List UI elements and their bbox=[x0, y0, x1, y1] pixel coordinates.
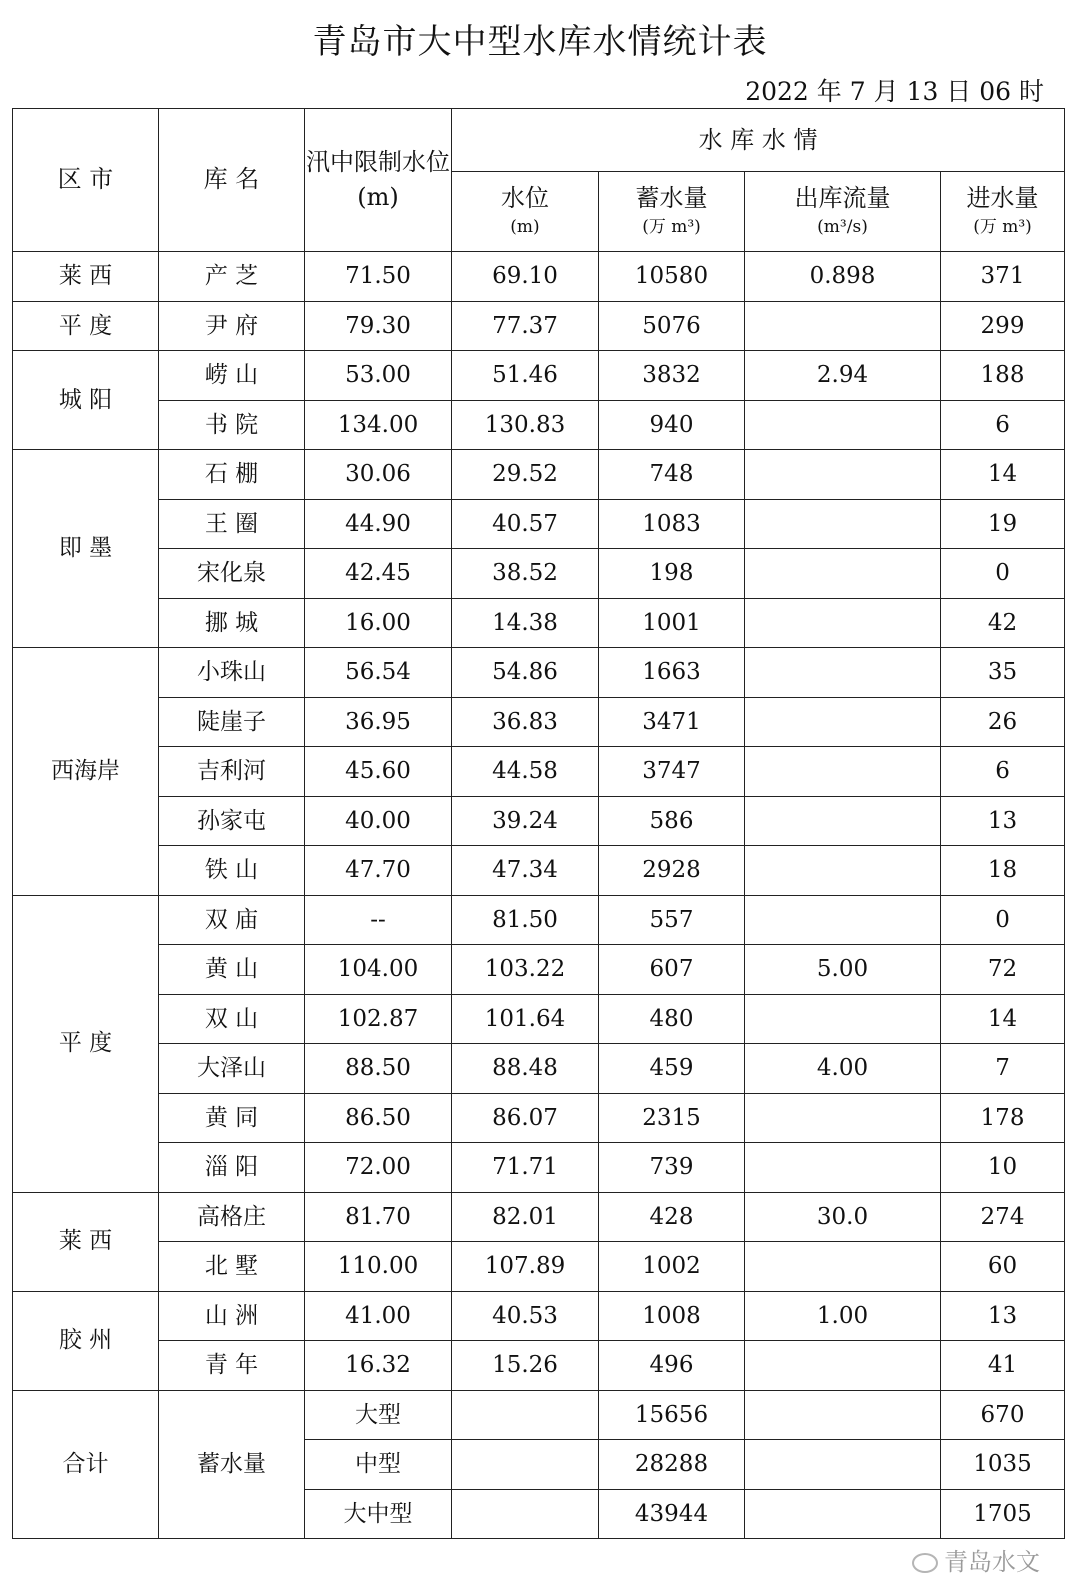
table-row bbox=[13, 252, 1065, 302]
inflow-cell: 26 bbox=[941, 697, 1065, 747]
table-row bbox=[13, 1291, 1065, 1341]
table-row bbox=[13, 697, 1065, 747]
table-row bbox=[13, 846, 1065, 896]
table-row bbox=[13, 400, 1065, 450]
storage-cell: 1002 bbox=[599, 1242, 745, 1292]
header-district: 区 市 bbox=[13, 109, 159, 252]
outflow-cell bbox=[745, 697, 941, 747]
inflow-cell: 35 bbox=[941, 648, 1065, 698]
reservoir-name-cell: 崂 山 bbox=[159, 351, 305, 401]
reservoir-name-cell: 大泽山 bbox=[159, 1044, 305, 1094]
outflow-cell bbox=[745, 994, 941, 1044]
outflow-cell bbox=[745, 747, 941, 797]
water-level-cell: 103.22 bbox=[452, 945, 599, 995]
water-level-cell: 44.58 bbox=[452, 747, 599, 797]
outflow-cell: 4.00 bbox=[745, 1044, 941, 1094]
water-level-cell: 130.83 bbox=[452, 400, 599, 450]
storage-cell: 739 bbox=[599, 1143, 745, 1193]
water-level-cell: 29.52 bbox=[452, 450, 599, 500]
wechat-icon bbox=[912, 1553, 938, 1573]
limit-level-cell: 86.50 bbox=[305, 1093, 452, 1143]
reservoir-name-cell: 陡崖子 bbox=[159, 697, 305, 747]
reservoir-name-cell: 小珠山 bbox=[159, 648, 305, 698]
limit-level-cell: 16.00 bbox=[305, 598, 452, 648]
table-row bbox=[13, 994, 1065, 1044]
inflow-cell: 14 bbox=[941, 450, 1065, 500]
district-cell: 西海岸 bbox=[13, 648, 159, 896]
header-water-level bbox=[452, 172, 599, 252]
reservoir-name-cell: 尹 府 bbox=[159, 301, 305, 351]
watermark bbox=[912, 1542, 1040, 1577]
outflow-cell: 1.00 bbox=[745, 1291, 941, 1341]
outflow-cell bbox=[745, 598, 941, 648]
storage-cell: 2315 bbox=[599, 1093, 745, 1143]
limit-level-cell: 79.30 bbox=[305, 301, 452, 351]
table-row bbox=[13, 1192, 1065, 1242]
header-reservoir: 库 名 bbox=[159, 109, 305, 252]
header-reservoir-status: 水 库 水 情 bbox=[452, 109, 1065, 172]
inflow-cell: 19 bbox=[941, 499, 1065, 549]
table-row bbox=[13, 1341, 1065, 1391]
outflow-cell bbox=[745, 1143, 941, 1193]
water-level-cell: 38.52 bbox=[452, 549, 599, 599]
header-limit-level: 汛中限制水位(m) bbox=[305, 109, 452, 252]
reservoir-name-cell: 黄 同 bbox=[159, 1093, 305, 1143]
header-storage-label: 蓄水量 bbox=[635, 184, 708, 213]
summary-outflow-cell bbox=[745, 1440, 941, 1490]
reservoir-name-cell: 黄 山 bbox=[159, 945, 305, 995]
district-cell: 即 墨 bbox=[13, 450, 159, 648]
water-level-cell: 86.07 bbox=[452, 1093, 599, 1143]
summary-storage-cell: 28288 bbox=[599, 1440, 745, 1490]
outflow-cell: 0.898 bbox=[745, 252, 941, 302]
summary-sublabel-cell: 蓄水量 bbox=[159, 1390, 305, 1539]
outflow-cell: 30.0 bbox=[745, 1192, 941, 1242]
inflow-cell: 274 bbox=[941, 1192, 1065, 1242]
storage-cell: 496 bbox=[599, 1341, 745, 1391]
water-level-cell: 40.53 bbox=[452, 1291, 599, 1341]
inflow-cell: 14 bbox=[941, 994, 1065, 1044]
outflow-cell bbox=[745, 400, 941, 450]
header-storage bbox=[599, 172, 745, 252]
reservoir-name-cell: 铁 山 bbox=[159, 846, 305, 896]
limit-level-cell: 81.70 bbox=[305, 1192, 452, 1242]
limit-level-cell: 42.45 bbox=[305, 549, 452, 599]
header-row-1 bbox=[13, 109, 1065, 172]
outflow-cell bbox=[745, 549, 941, 599]
outflow-cell bbox=[745, 846, 941, 896]
storage-cell: 1001 bbox=[599, 598, 745, 648]
table-row bbox=[13, 945, 1065, 995]
inflow-cell: 18 bbox=[941, 846, 1065, 896]
storage-cell: 586 bbox=[599, 796, 745, 846]
inflow-cell: 6 bbox=[941, 400, 1065, 450]
district-cell: 平 度 bbox=[13, 301, 159, 351]
summary-level-cell bbox=[452, 1440, 599, 1490]
header-storage-unit: (万 m³) bbox=[642, 217, 701, 238]
summary-label-cell: 合计 bbox=[13, 1390, 159, 1539]
storage-cell: 428 bbox=[599, 1192, 745, 1242]
district-cell: 平 度 bbox=[13, 895, 159, 1192]
limit-level-cell: 16.32 bbox=[305, 1341, 452, 1391]
water-level-cell: 14.38 bbox=[452, 598, 599, 648]
limit-level-cell: 30.06 bbox=[305, 450, 452, 500]
district-cell: 胶 州 bbox=[13, 1291, 159, 1390]
outflow-cell bbox=[745, 499, 941, 549]
header-outflow-label: 出库流量 bbox=[794, 184, 891, 213]
limit-level-cell: 47.70 bbox=[305, 846, 452, 896]
district-cell: 莱 西 bbox=[13, 1192, 159, 1291]
summary-type-cell: 大型 bbox=[305, 1390, 452, 1440]
storage-cell: 557 bbox=[599, 895, 745, 945]
storage-cell: 940 bbox=[599, 400, 745, 450]
table-row bbox=[13, 351, 1065, 401]
limit-level-cell: 41.00 bbox=[305, 1291, 452, 1341]
storage-cell: 1083 bbox=[599, 499, 745, 549]
inflow-cell: 188 bbox=[941, 351, 1065, 401]
inflow-cell: 0 bbox=[941, 895, 1065, 945]
water-level-cell: 47.34 bbox=[452, 846, 599, 896]
table-row bbox=[13, 895, 1065, 945]
inflow-cell: 41 bbox=[941, 1341, 1065, 1391]
summary-level-cell bbox=[452, 1390, 599, 1440]
limit-level-cell: 104.00 bbox=[305, 945, 452, 995]
reservoir-name-cell: 产 芝 bbox=[159, 252, 305, 302]
table-row bbox=[13, 648, 1065, 698]
header-outflow-unit: (m³/s) bbox=[817, 217, 868, 238]
storage-cell: 748 bbox=[599, 450, 745, 500]
summary-level-cell bbox=[452, 1489, 599, 1539]
storage-cell: 1008 bbox=[599, 1291, 745, 1341]
limit-level-cell: 72.00 bbox=[305, 1143, 452, 1193]
limit-level-cell: 102.87 bbox=[305, 994, 452, 1044]
inflow-cell: 42 bbox=[941, 598, 1065, 648]
water-level-cell: 71.71 bbox=[452, 1143, 599, 1193]
storage-cell: 459 bbox=[599, 1044, 745, 1094]
storage-cell: 3832 bbox=[599, 351, 745, 401]
outflow-cell bbox=[745, 301, 941, 351]
header-outflow bbox=[745, 172, 941, 252]
summary-storage-cell: 43944 bbox=[599, 1489, 745, 1539]
inflow-cell: 178 bbox=[941, 1093, 1065, 1143]
reservoir-name-cell: 淄 阳 bbox=[159, 1143, 305, 1193]
reservoir-table bbox=[12, 108, 1065, 1539]
table-row bbox=[13, 598, 1065, 648]
header-inflow-unit: (万 m³) bbox=[973, 217, 1032, 238]
outflow-cell: 2.94 bbox=[745, 351, 941, 401]
reservoir-name-cell: 北 墅 bbox=[159, 1242, 305, 1292]
limit-level-cell: 53.00 bbox=[305, 351, 452, 401]
table-row bbox=[13, 499, 1065, 549]
inflow-cell: 10 bbox=[941, 1143, 1065, 1193]
limit-level-cell: 44.90 bbox=[305, 499, 452, 549]
summary-type-cell: 中型 bbox=[305, 1440, 452, 1490]
reservoir-name-cell: 青 年 bbox=[159, 1341, 305, 1391]
header-inflow-label: 进水量 bbox=[966, 184, 1039, 213]
storage-cell: 3747 bbox=[599, 747, 745, 797]
reservoir-name-cell: 挪 城 bbox=[159, 598, 305, 648]
limit-level-cell: 40.00 bbox=[305, 796, 452, 846]
water-level-cell: 69.10 bbox=[452, 252, 599, 302]
storage-cell: 198 bbox=[599, 549, 745, 599]
reservoir-name-cell: 吉利河 bbox=[159, 747, 305, 797]
table-row bbox=[13, 1093, 1065, 1143]
limit-level-cell: 134.00 bbox=[305, 400, 452, 450]
table-row bbox=[13, 796, 1065, 846]
inflow-cell: 60 bbox=[941, 1242, 1065, 1292]
limit-level-cell: 45.60 bbox=[305, 747, 452, 797]
table-row bbox=[13, 1242, 1065, 1292]
limit-level-cell: 36.95 bbox=[305, 697, 452, 747]
outflow-cell bbox=[745, 648, 941, 698]
table-row bbox=[13, 549, 1065, 599]
water-level-cell: 88.48 bbox=[452, 1044, 599, 1094]
page-title: 青岛市大中型水库水情统计表 bbox=[312, 22, 768, 62]
summary-type-cell: 大中型 bbox=[305, 1489, 452, 1539]
reservoir-name-cell: 山 洲 bbox=[159, 1291, 305, 1341]
storage-cell: 5076 bbox=[599, 301, 745, 351]
reservoir-name-cell: 书 院 bbox=[159, 400, 305, 450]
water-level-cell: 81.50 bbox=[452, 895, 599, 945]
header-water-level-unit: (m) bbox=[510, 217, 540, 238]
storage-cell: 10580 bbox=[599, 252, 745, 302]
summary-outflow-cell bbox=[745, 1390, 941, 1440]
table-row bbox=[13, 301, 1065, 351]
watermark-text: 青岛水文 bbox=[944, 1548, 1040, 1576]
reservoir-name-cell: 高格庄 bbox=[159, 1192, 305, 1242]
outflow-cell bbox=[745, 450, 941, 500]
water-level-cell: 40.57 bbox=[452, 499, 599, 549]
water-level-cell: 36.83 bbox=[452, 697, 599, 747]
outflow-cell: 5.00 bbox=[745, 945, 941, 995]
outflow-cell bbox=[745, 1093, 941, 1143]
outflow-cell bbox=[745, 1341, 941, 1391]
water-level-cell: 51.46 bbox=[452, 351, 599, 401]
inflow-cell: 13 bbox=[941, 1291, 1065, 1341]
inflow-cell: 13 bbox=[941, 796, 1065, 846]
summary-inflow-cell: 1035 bbox=[941, 1440, 1065, 1490]
summary-row bbox=[13, 1390, 1065, 1440]
inflow-cell: 0 bbox=[941, 549, 1065, 599]
summary-storage-cell: 15656 bbox=[599, 1390, 745, 1440]
table-row bbox=[13, 747, 1065, 797]
summary-inflow-cell: 1705 bbox=[941, 1489, 1065, 1539]
outflow-cell bbox=[745, 1242, 941, 1292]
table-row bbox=[13, 450, 1065, 500]
storage-cell: 1663 bbox=[599, 648, 745, 698]
limit-level-cell: 71.50 bbox=[305, 252, 452, 302]
district-cell: 城 阳 bbox=[13, 351, 159, 450]
storage-cell: 607 bbox=[599, 945, 745, 995]
water-level-cell: 77.37 bbox=[452, 301, 599, 351]
water-level-cell: 101.64 bbox=[452, 994, 599, 1044]
reservoir-name-cell: 双 庙 bbox=[159, 895, 305, 945]
inflow-cell: 6 bbox=[941, 747, 1065, 797]
limit-level-cell: 56.54 bbox=[305, 648, 452, 698]
outflow-cell bbox=[745, 895, 941, 945]
reservoir-name-cell: 双 山 bbox=[159, 994, 305, 1044]
reservoir-name-cell: 王 圈 bbox=[159, 499, 305, 549]
water-level-cell: 107.89 bbox=[452, 1242, 599, 1292]
limit-level-cell: 110.00 bbox=[305, 1242, 452, 1292]
district-cell: 莱 西 bbox=[13, 252, 159, 302]
inflow-cell: 299 bbox=[941, 301, 1065, 351]
storage-cell: 480 bbox=[599, 994, 745, 1044]
inflow-cell: 371 bbox=[941, 252, 1065, 302]
limit-level-cell: 88.50 bbox=[305, 1044, 452, 1094]
storage-cell: 2928 bbox=[599, 846, 745, 896]
limit-level-cell: -- bbox=[305, 895, 452, 945]
report-datetime: 2022 年 7 月 13 日 06 时 bbox=[745, 77, 1044, 106]
reservoir-name-cell: 宋化泉 bbox=[159, 549, 305, 599]
table-row bbox=[13, 1044, 1065, 1094]
table-row bbox=[13, 1143, 1065, 1193]
inflow-cell: 72 bbox=[941, 945, 1065, 995]
outflow-cell bbox=[745, 796, 941, 846]
header-inflow bbox=[941, 172, 1065, 252]
water-level-cell: 39.24 bbox=[452, 796, 599, 846]
water-level-cell: 82.01 bbox=[452, 1192, 599, 1242]
summary-outflow-cell bbox=[745, 1489, 941, 1539]
summary-inflow-cell: 670 bbox=[941, 1390, 1065, 1440]
reservoir-name-cell: 孙家屯 bbox=[159, 796, 305, 846]
reservoir-name-cell: 石 棚 bbox=[159, 450, 305, 500]
inflow-cell: 7 bbox=[941, 1044, 1065, 1094]
header-water-level-label: 水位 bbox=[501, 184, 549, 213]
water-level-cell: 15.26 bbox=[452, 1341, 599, 1391]
storage-cell: 3471 bbox=[599, 697, 745, 747]
water-level-cell: 54.86 bbox=[452, 648, 599, 698]
